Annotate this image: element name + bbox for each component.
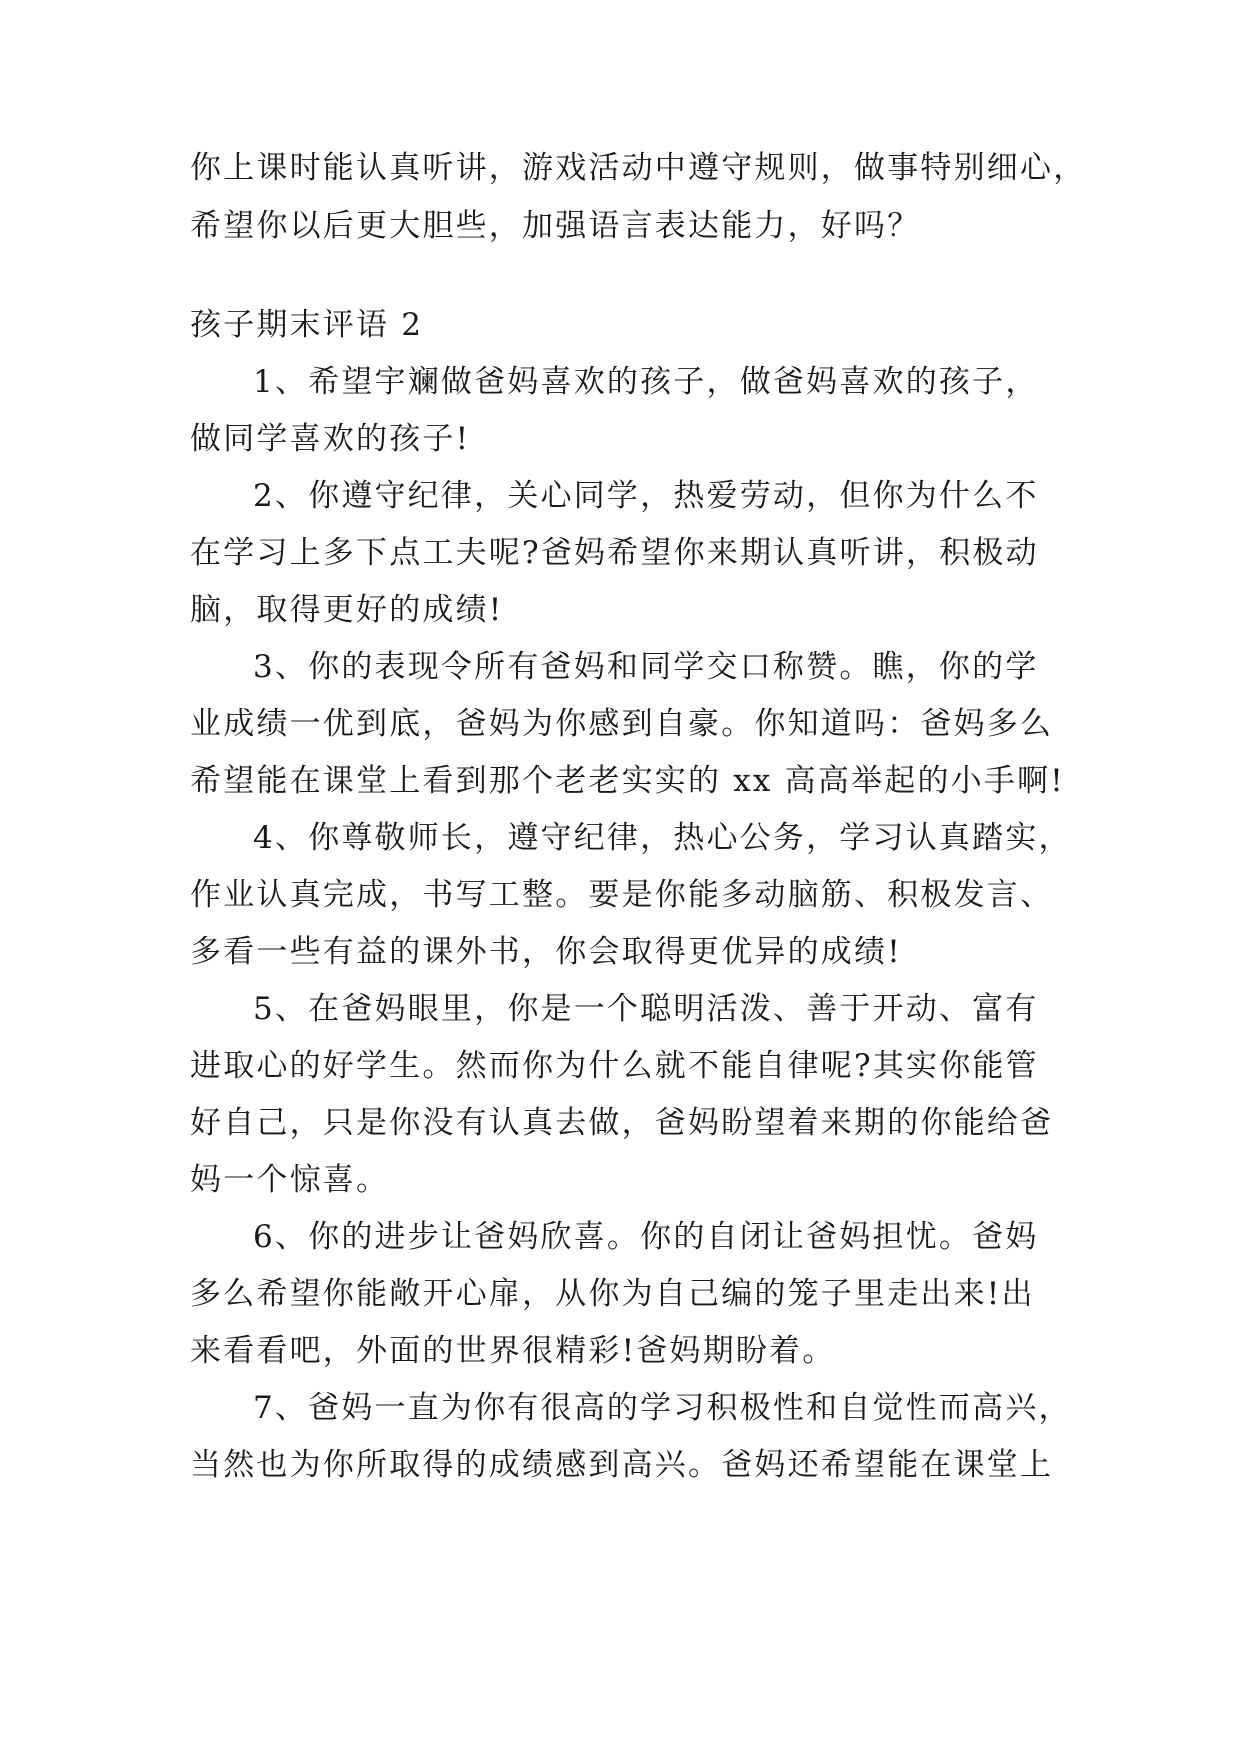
item-line: 多看一些有益的课外书，你会取得更优异的成绩!: [190, 934, 902, 970]
item-line: 在学习上多下点工夫呢?爸妈希望你来期认真听讲，积极动: [190, 535, 1039, 571]
item-line: 5、在爸妈眼里，你是一个聪明活泼、善于开动、富有: [253, 991, 1039, 1027]
item-line: 好自己，只是你没有认真去做，爸妈盼望着来期的你能给爸: [190, 1105, 1054, 1141]
item-line: 7、爸妈一直为你有很高的学习积极性和自觉性而高兴，: [253, 1390, 1072, 1426]
item-line: 来看看吧，外面的世界很精彩!爸妈期盼着。: [190, 1333, 836, 1369]
intro-line-2: 希望你以后更大胆些，加强语言表达能力，好吗？: [190, 208, 921, 244]
item-line: 3、你的表现令所有爸妈和同学交口称赞。瞧，你的学: [253, 649, 1039, 685]
intro-line-1: 你上课时能认真听讲，游戏活动中遵守规则，做事特别细心，: [190, 150, 1087, 186]
item-line: 4、你尊敬师长，遵守纪律，热心公务，学习认真踏实，: [253, 820, 1072, 856]
item-line: 2、你遵守纪律，关心同学，热爱劳动，但你为什么不: [253, 478, 1039, 514]
section-title: 孩子期末评语 2: [190, 307, 424, 343]
item-line: 1、希望宇斓做爸妈喜欢的孩子，做爸妈喜欢的孩子，: [253, 364, 1039, 400]
item-line: 多么希望你能敞开心扉，从你为自己编的笼子里走出来!出: [190, 1276, 1035, 1312]
item-line: 妈一个惊喜。: [190, 1162, 390, 1198]
item-line: 做同学喜欢的孩子!: [190, 421, 471, 457]
item-line: 脑，取得更好的成绩!: [190, 592, 504, 628]
item-line: 进取心的好学生。然而你为什么就不能自律呢?其实你能管: [190, 1048, 1039, 1084]
item-line: 作业认真完成，书写工整。要是你能多动脑筋、积极发言、: [190, 877, 1054, 913]
item-line: 6、你的进步让爸妈欣喜。你的自闭让爸妈担忧。爸妈: [253, 1219, 1039, 1255]
item-line: 业成绩一优到底，爸妈为你感到自豪。你知道吗：爸妈多么: [190, 706, 1054, 742]
item-line: 希望能在课堂上看到那个老老实实的 xx 高高举起的小手啊!: [190, 763, 1065, 799]
item-line: 当然也为你所取得的成绩感到高兴。爸妈还希望能在课堂上: [190, 1447, 1054, 1483]
